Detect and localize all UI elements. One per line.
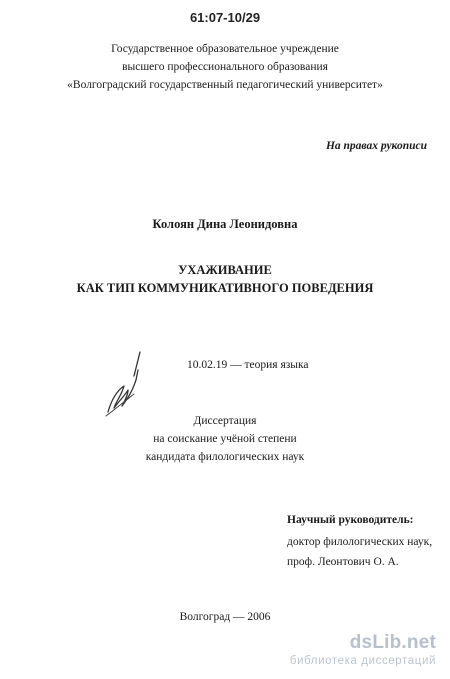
dissertation-line-2: на соискание учёной степени [153, 433, 297, 445]
dissertation-line-1: Диссертация [193, 415, 257, 427]
title-line-1: УХАЖИВАНИЕ [178, 263, 272, 277]
handwritten-signature [100, 350, 146, 420]
institution-line-1: Государственное образовательное учреждение [111, 43, 339, 55]
watermark-subtitle: библиотека диссертаций [289, 655, 436, 667]
rights-note: На правах рукописи [325, 140, 427, 152]
supervisor-name: проф. Леонтович О. А. [287, 556, 399, 568]
dissertation-line-3: кандидата филологических наук [145, 451, 305, 463]
supervisor-heading: Научный руководитель: [287, 514, 414, 526]
institution-line-3: «Волгоградский государственный педагогический университет» [67, 79, 383, 91]
specialty-code: 10.02.19 — теория языка [187, 359, 309, 371]
catalog-code: 61:07-10/29 [189, 10, 261, 25]
author-name: Колоян Дина Леонидовна [152, 217, 298, 231]
watermark-logo: dsLib.net [349, 632, 436, 653]
city-year: Волгоград — 2006 [179, 611, 271, 623]
title-line-2: КАК ТИП КОММУНИКАТИВНОГО ПОВЕДЕНИЯ [76, 281, 374, 295]
supervisor-degree: доктор филологических наук, [287, 536, 433, 548]
institution-line-2: высшего профессионального образования [122, 61, 328, 73]
